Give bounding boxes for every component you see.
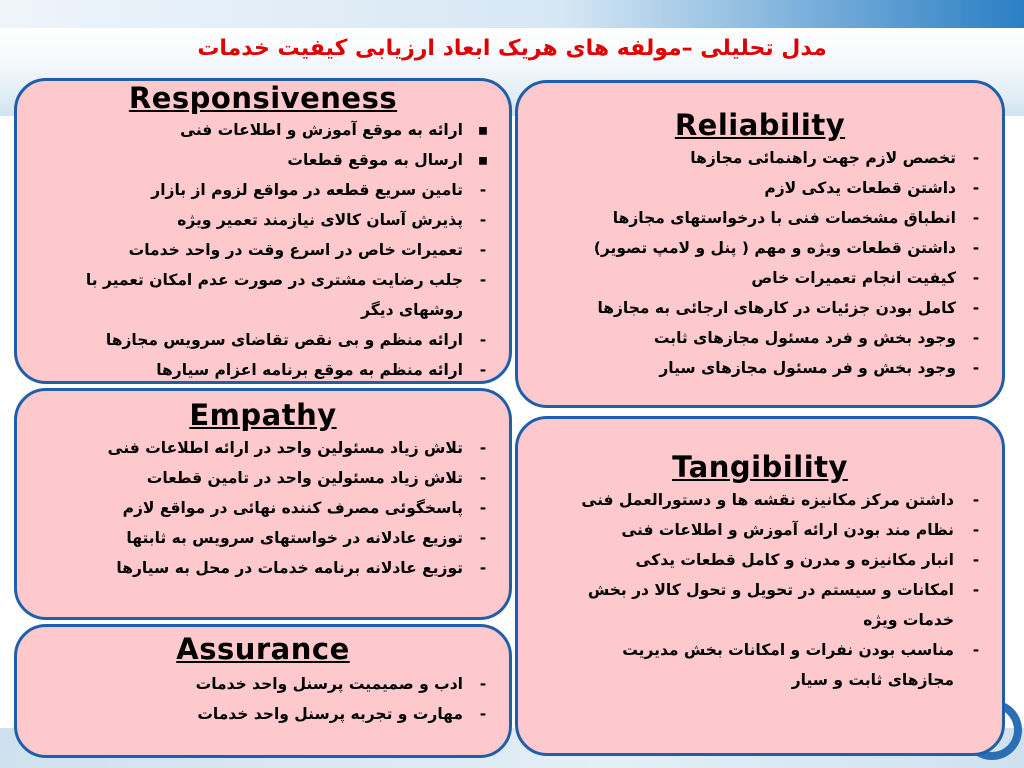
bullet-icon: -	[972, 641, 980, 659]
list-item-text: توزیع عادلانه برنامه خدمات در محل به سیارها	[116, 559, 463, 577]
bullet-icon: -	[479, 559, 487, 577]
bullet-icon: -	[479, 469, 487, 487]
list-item-text: ارسال به موقع قطعات	[287, 151, 463, 169]
bullet-icon: -	[479, 675, 487, 693]
list-item	[17, 205, 509, 235]
bullet-icon: -	[479, 271, 487, 289]
list-item	[17, 523, 509, 553]
bullet-icon: -	[972, 209, 980, 227]
list-item-text: ادب و صمیمیت پرسنل واحد خدمات	[195, 675, 463, 693]
slide-title: مدل تحلیلی –مولفه های هریک ابعاد ارزیابی کیفیت خدمات	[197, 36, 827, 61]
list-item	[518, 353, 1002, 383]
list-item-text: تامین سریع قطعه در مواقع لزوم از بازار	[151, 181, 463, 199]
list-item	[518, 635, 1002, 695]
list-item	[17, 463, 509, 493]
list-item	[518, 173, 1002, 203]
list-item	[518, 233, 1002, 263]
responsiveness-heading: Responsiveness	[128, 81, 398, 115]
list-item-text: کیفیت انجام تعمیرات خاص	[751, 269, 956, 287]
list-item-text: داشتن قطعات ویژه و مهم ( پنل و لامپ تصویر)	[593, 239, 956, 257]
list-item	[17, 265, 509, 325]
bullet-icon: -	[479, 211, 487, 229]
responsiveness-box	[14, 78, 512, 384]
list-item-text: داشتن مرکز مکانیزه نقشه ها و دستورالعمل فنی	[581, 491, 954, 509]
reliability-heading: Reliability	[674, 108, 846, 142]
empathy-box	[14, 388, 512, 620]
list-item-text: امکانات و سیستم در تحویل و تحول کالا در بخش خدمات ویژه	[587, 581, 954, 629]
list-item	[17, 355, 509, 384]
tangibility-heading: Tangibility	[672, 450, 848, 484]
tangibility-box	[515, 416, 1005, 756]
bullet-icon: -	[479, 181, 487, 199]
reliability-box	[515, 80, 1005, 408]
bullet-icon: -	[972, 329, 980, 347]
list-item-text: نظام مند بودن ارائه آموزش و اطلاعات فنی	[621, 521, 954, 539]
assurance-list	[17, 669, 509, 729]
list-item	[17, 699, 509, 729]
list-item	[518, 203, 1002, 233]
list-item	[17, 493, 509, 523]
assurance-heading: Assurance	[176, 632, 350, 666]
list-item-text: تخصص لازم جهت راهنمائی مجازها	[690, 149, 956, 167]
list-item	[17, 553, 509, 583]
bullet-icon: -	[972, 521, 980, 539]
list-item	[518, 515, 1002, 545]
list-item-text: مهارت و تجربه پرسنل واحد خدمات	[197, 705, 463, 723]
list-item	[518, 485, 1002, 515]
empathy-heading: Empathy	[189, 398, 337, 432]
bullet-icon: -	[972, 359, 980, 377]
assurance-box	[14, 624, 512, 758]
list-item-text: انطباق مشخصات فنی با درخواستهای مجازها	[612, 209, 956, 227]
header-band	[0, 0, 1024, 28]
bullet-icon: -	[972, 239, 980, 257]
list-item-text: ارائه منظم و بی نقص تقاضای سرویس مجازها	[105, 331, 463, 349]
bullet-icon: -	[972, 149, 980, 167]
bullet-icon: -	[479, 439, 487, 457]
list-item-text: تعمیرات خاص در اسرع وقت در واحد خدمات	[128, 241, 463, 259]
list-item	[17, 175, 509, 205]
bullet-icon: -	[479, 499, 487, 517]
reliability-list	[518, 143, 1002, 383]
bullet-icon: -	[479, 361, 487, 379]
list-item-text: توزیع عادلانه در خواستهای سرویس به ثابتها	[126, 529, 463, 547]
list-item	[17, 145, 509, 175]
bullet-icon: ▪	[477, 151, 489, 169]
bullet-icon: -	[972, 299, 980, 317]
list-item-text: وجود بخش و فر مسئول مجازهای سیار	[659, 359, 956, 377]
list-item-text: ارائه به موقع آموزش و اطلاعات فنی	[180, 121, 463, 139]
responsiveness-list	[17, 115, 509, 384]
list-item	[17, 115, 509, 145]
list-item	[17, 433, 509, 463]
bullet-icon: -	[972, 551, 980, 569]
list-item-text: پاسخگوئی مصرف کننده نهائی در مواقع لازم	[122, 499, 463, 517]
list-item	[518, 143, 1002, 173]
tangibility-list	[518, 485, 1002, 695]
bullet-icon: -	[479, 529, 487, 547]
list-item	[17, 325, 509, 355]
bullet-icon: -	[479, 705, 487, 723]
list-item-text: انبار مکانیزه و مدرن و کامل قطعات یدکی	[635, 551, 954, 569]
bullet-icon: -	[479, 331, 487, 349]
bullet-icon: -	[972, 269, 980, 287]
list-item	[518, 323, 1002, 353]
list-item	[17, 669, 509, 699]
list-item-text: تلاش زیاد مسئولین واحد در تامین قطعات	[146, 469, 463, 487]
list-item-text: ارائه منظم به موقع برنامه اعزام سیارها	[156, 361, 463, 379]
bullet-icon: ▪	[477, 121, 489, 139]
list-item	[518, 293, 1002, 323]
list-item-text: داشتن قطعات یدکی لازم	[764, 179, 956, 197]
bullet-icon: -	[479, 241, 487, 259]
list-item-text: کامل بودن جزئیات در کارهای ارجائی به مجازها	[597, 299, 956, 317]
bullet-icon: -	[972, 581, 980, 599]
list-item	[17, 235, 509, 265]
list-item	[518, 575, 1002, 635]
bullet-icon: -	[972, 179, 980, 197]
list-item-text: پذیرش آسان کالای نیازمند تعمیر ویژه	[177, 211, 463, 229]
list-item-text: جلب رضایت مشتری در صورت عدم امکان تعمیر با روشهای دیگر	[85, 271, 463, 319]
empathy-list	[17, 433, 509, 583]
bullet-icon: -	[972, 491, 980, 509]
list-item-text: وجود بخش و فرد مسئول مجازهای ثابت	[653, 329, 956, 347]
list-item-text: مناسب بودن نفرات و امکانات بخش مدیریت مجازهای ثابت و سیار	[622, 641, 954, 689]
list-item	[518, 545, 1002, 575]
list-item	[518, 263, 1002, 293]
list-item-text: تلاش زیاد مسئولین واحد در ارائه اطلاعات فنی	[107, 439, 463, 457]
